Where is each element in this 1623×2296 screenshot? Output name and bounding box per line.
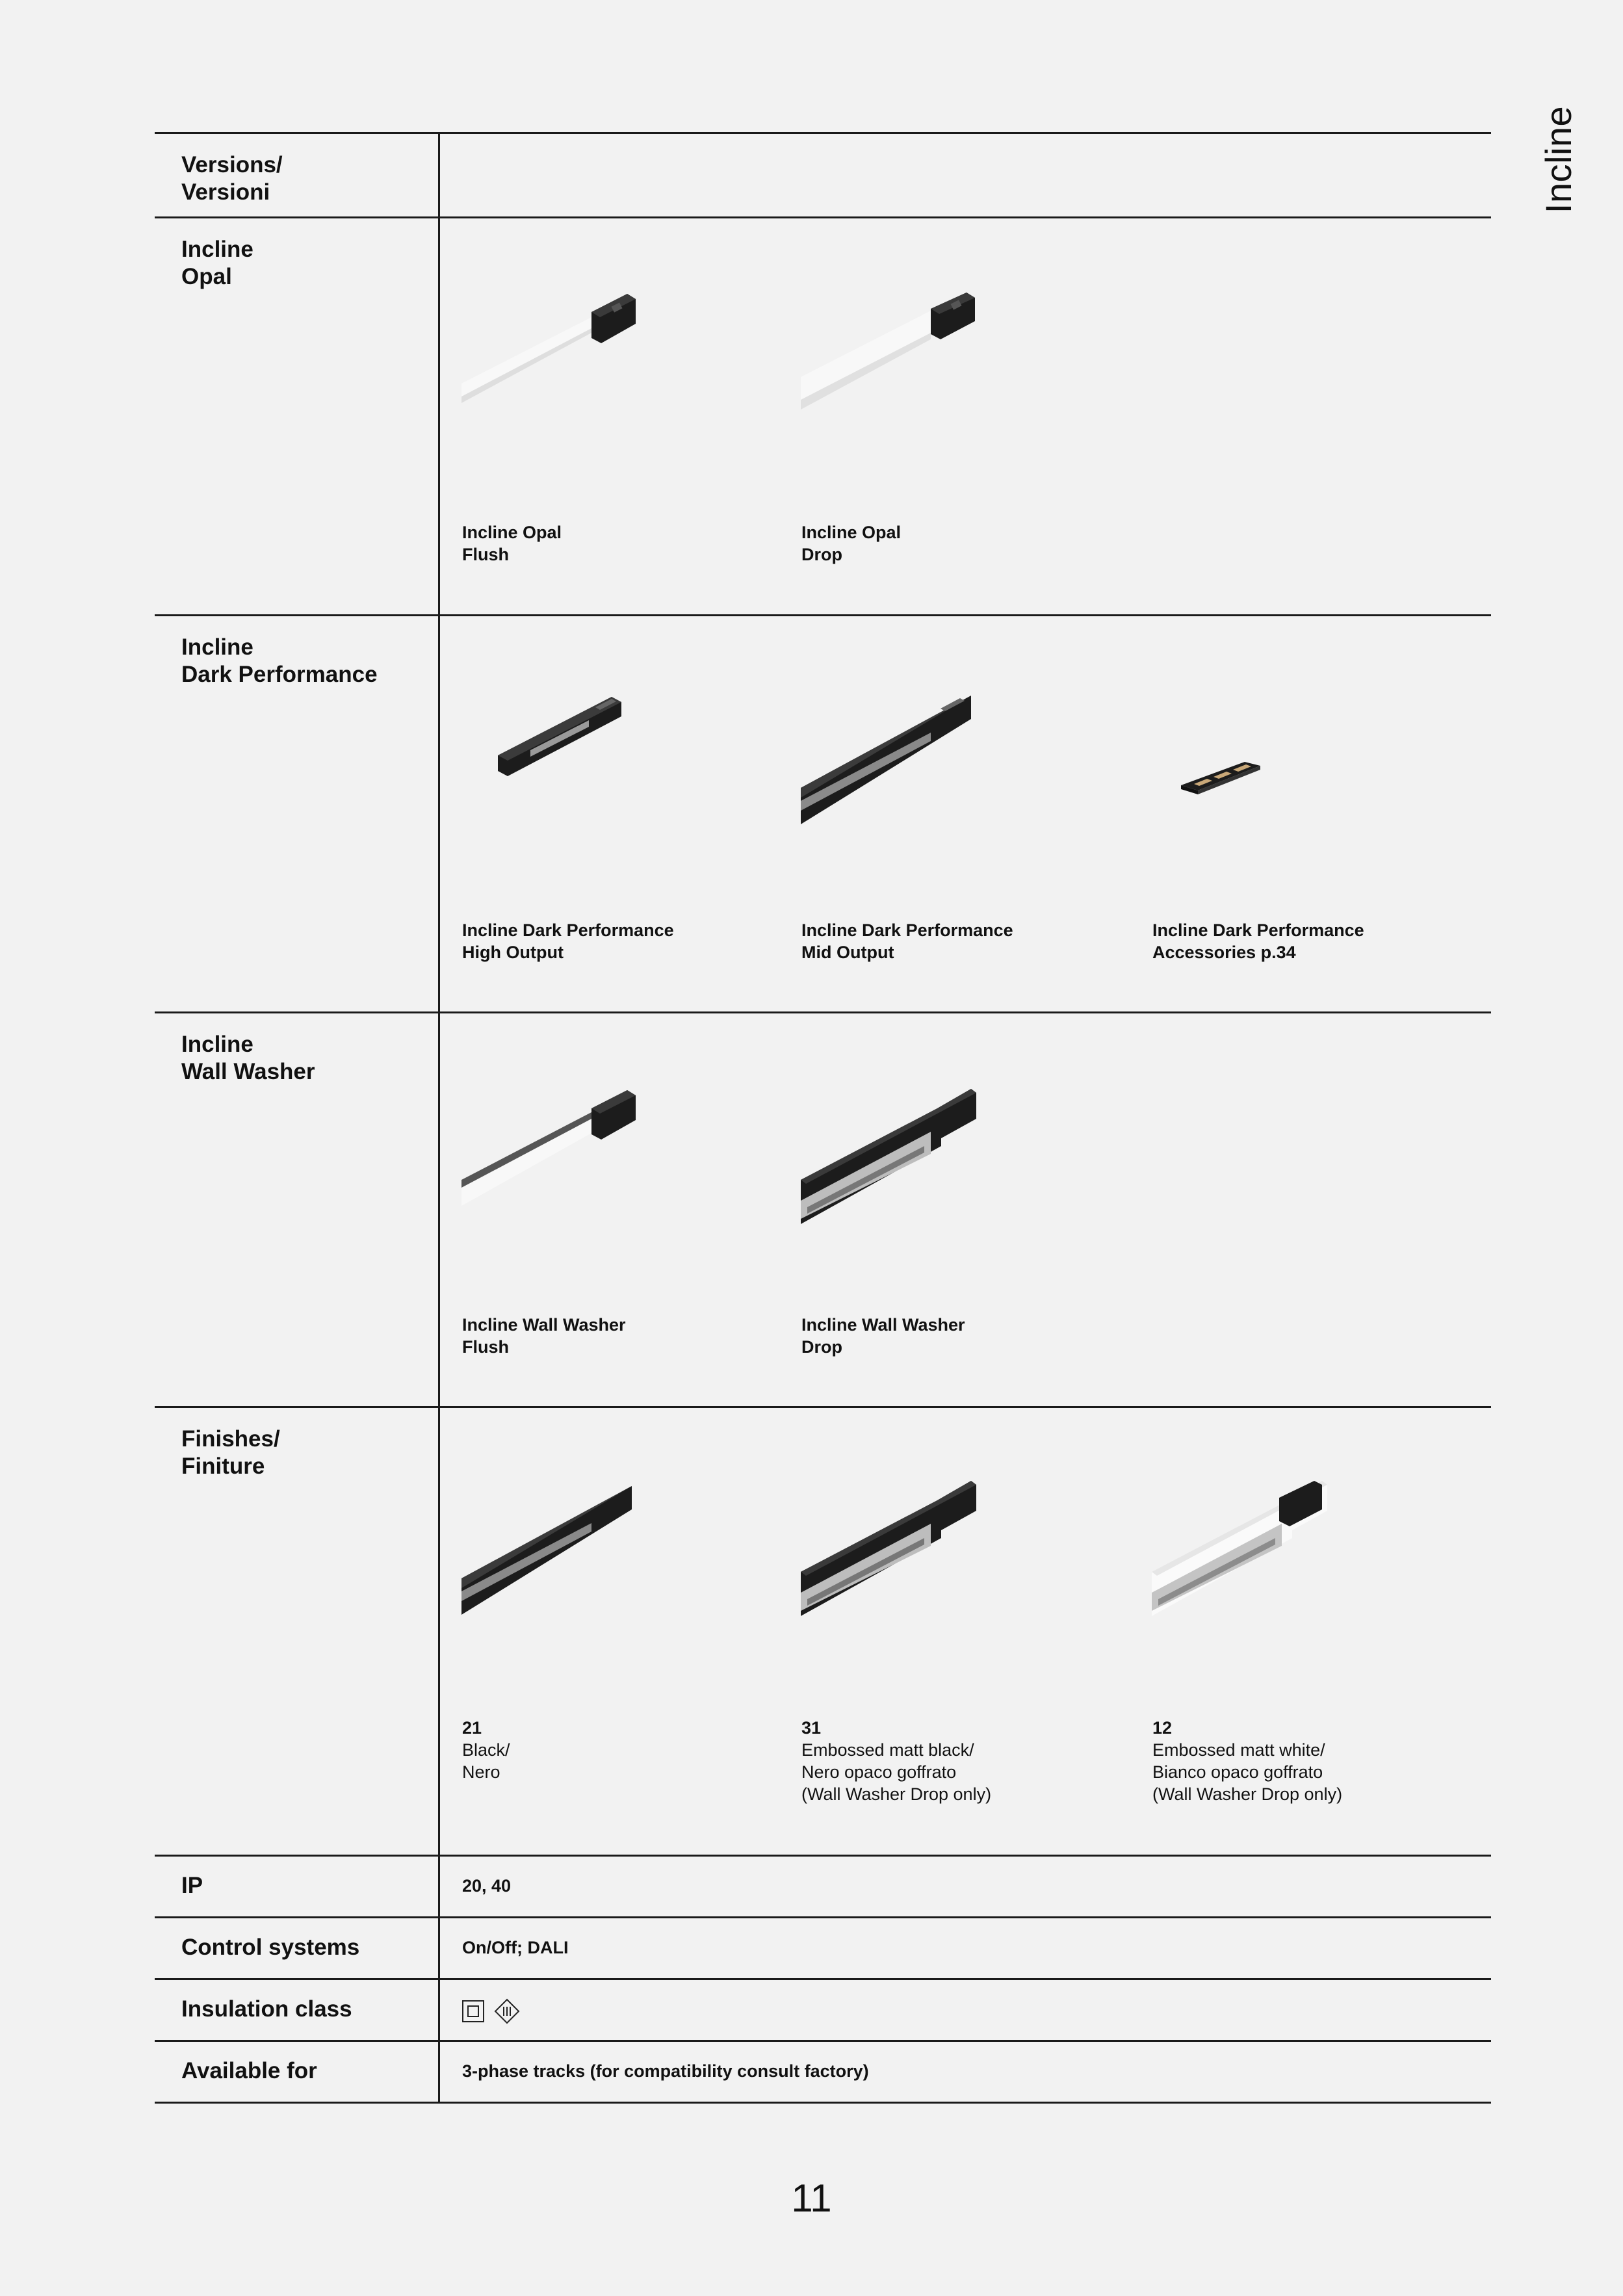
finish-name: Embossed matt white/ Bianco opaco goffrato (Wall Washer Drop only)	[1152, 1740, 1343, 1804]
spec-label-available-for: Available for	[181, 2058, 317, 2083]
dark-mid-output-luminaire	[801, 690, 989, 840]
product-caption: Incline Opal Flush	[462, 523, 562, 564]
spec-value-available-for: 3-phase tracks (for compatibility consult factory)	[462, 2061, 869, 2081]
finish-embossed-black-luminaire	[801, 1481, 989, 1650]
table-rule	[155, 1916, 1491, 1918]
finish-embossed-white-luminaire	[1152, 1481, 1340, 1650]
opal-flush-luminaire	[461, 293, 650, 442]
section-label-dark-performance: Incline Dark Performance	[181, 634, 378, 687]
section-label-wall-washer: Incline Wall Washer	[181, 1032, 315, 1084]
side-title: Incline	[1538, 105, 1579, 213]
finish-code: 31	[801, 1718, 822, 1738]
table-rule	[155, 614, 1491, 616]
finish-code: 21	[462, 1718, 482, 1738]
finish-black-luminaire	[461, 1481, 650, 1630]
opal-drop-luminaire	[801, 293, 989, 442]
column-divider	[438, 132, 440, 2104]
wall-washer-flush-luminaire	[461, 1089, 650, 1238]
class-ii-insulation-icon	[461, 2000, 485, 2023]
product-caption: Incline Opal Drop	[801, 523, 902, 564]
page-number: 11	[791, 2176, 832, 2220]
table-rule	[155, 216, 1491, 218]
section-label-opal: Incline Opal	[181, 237, 253, 289]
spec-value-ip: 20, 40	[462, 1876, 512, 1896]
wall-washer-drop-luminaire	[801, 1089, 989, 1238]
table-bottom-rule	[155, 2102, 1491, 2104]
table-rule	[155, 1978, 1491, 1980]
product-caption: Incline Dark Performance High Output	[462, 920, 674, 962]
dark-accessory	[1180, 754, 1264, 800]
dark-high-output-luminaire	[498, 690, 628, 794]
product-caption: Incline Wall Washer Flush	[462, 1315, 626, 1357]
finish-code: 12	[1152, 1718, 1173, 1738]
header-label: Versions/ Versioni	[181, 152, 283, 205]
table-rule	[155, 1855, 1491, 1857]
section-label-finishes: Finishes/ Finiture	[181, 1426, 280, 1479]
spec-label-ip: IP	[181, 1873, 203, 1898]
product-caption: Incline Wall Washer Drop	[801, 1315, 965, 1357]
table-rule	[155, 2040, 1491, 2042]
spec-label-control-systems: Control systems	[181, 1935, 360, 1960]
finish-name: Embossed matt black/ Nero opaco goffrato (Wall Washer Drop only)	[801, 1740, 992, 1804]
class-iii-insulation-icon	[494, 1998, 520, 2024]
spec-value-control-systems: On/Off; DALI	[462, 1938, 569, 1957]
table-rule	[155, 1011, 1491, 1013]
table-top-rule	[155, 132, 1491, 134]
table-rule	[155, 1406, 1491, 1408]
finish-name: Black/ Nero	[462, 1740, 510, 1782]
insulation-icons	[461, 1998, 520, 2024]
product-caption: Incline Dark Performance Accessories p.34	[1152, 920, 1364, 962]
product-caption: Incline Dark Performance Mid Output	[801, 920, 1013, 962]
spec-label-insulation-class: Insulation class	[181, 1996, 352, 2022]
